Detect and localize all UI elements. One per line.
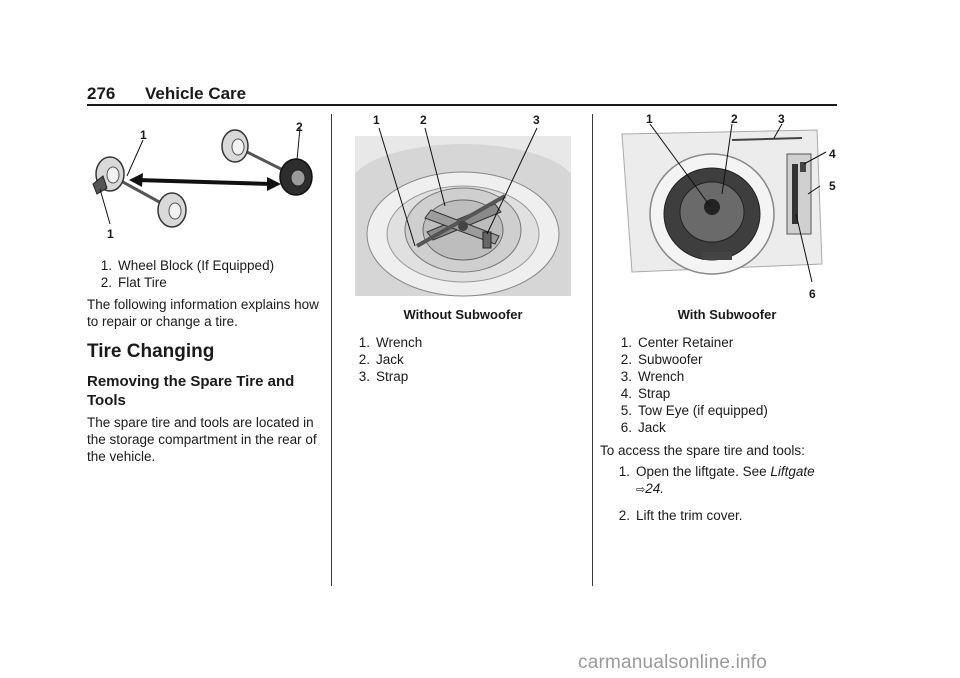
callout-1: 1 (373, 113, 380, 127)
column-divider-right (592, 114, 593, 586)
figure-legend-list (348, 334, 548, 385)
list-item: 2. Jack (358, 352, 404, 367)
spare-tire-without-subwoofer-illustration (355, 114, 571, 299)
spare-tire-with-subwoofer-illustration (612, 114, 842, 299)
callout-3: 3 (533, 113, 540, 127)
callout-3: 3 (778, 112, 785, 126)
callout-1: 1 (646, 112, 653, 126)
intro-paragraph: The following information explains how to repair or change a tire. (87, 297, 319, 329)
header-rule (87, 104, 837, 106)
watermark: carmanualsonline.info (578, 652, 768, 673)
callout-5: 5 (829, 179, 836, 193)
list-item: 5. Tow Eye (if equipped) (620, 403, 768, 418)
body-paragraph: The spare tire and tools are located in the storage compartment in the rear of the vehicle. (87, 415, 317, 464)
step-item: 2. Lift the trim cover. (618, 508, 743, 523)
column-divider-left (331, 114, 332, 586)
access-intro: To access the spare tire and tools: (600, 443, 805, 458)
section-title: Vehicle Care (145, 84, 247, 103)
callout-6: 6 (809, 287, 816, 301)
subsection-heading: Removing the Spare Tire and Tools (87, 373, 295, 409)
figure-legend-list (90, 257, 325, 291)
callout-1-wheel-block: 1 (107, 227, 114, 241)
list-item: 1. Wrench (358, 335, 423, 350)
liftgate-link[interactable]: Liftgate (770, 464, 815, 479)
list-item: 4. Strap (620, 386, 671, 401)
figure-legend-list (610, 334, 840, 436)
list-item: 3. Wrench (620, 369, 685, 384)
figure-caption: With Subwoofer (677, 307, 777, 322)
access-steps (600, 463, 840, 524)
callout-2: 2 (296, 120, 303, 134)
list-item: 2. Flat Tire (100, 275, 167, 290)
figure-caption: Without Subwoofer (403, 307, 523, 322)
section-heading: Tire Changing (87, 341, 215, 362)
page-ref-icon: ⇨ (636, 484, 646, 496)
step-item: 1. Open the liftgate. See Liftgate ⇨24. (618, 464, 815, 496)
list-item: 3. Strap (358, 369, 409, 384)
wheel-block-flat-tire-illustration (87, 114, 322, 249)
callout-2: 2 (420, 113, 427, 127)
callout-2: 2 (731, 112, 738, 126)
list-item: 2. Subwoofer (620, 352, 703, 367)
callout-1: 1 (140, 128, 147, 142)
page-ref[interactable]: 24 (645, 481, 661, 496)
list-item: 1. Wheel Block (If Equipped) (100, 258, 275, 273)
list-item: 1. Center Retainer (620, 335, 734, 350)
callout-4: 4 (829, 147, 836, 161)
list-item: 6. Jack (620, 420, 666, 435)
page-number: 276 (87, 84, 116, 103)
